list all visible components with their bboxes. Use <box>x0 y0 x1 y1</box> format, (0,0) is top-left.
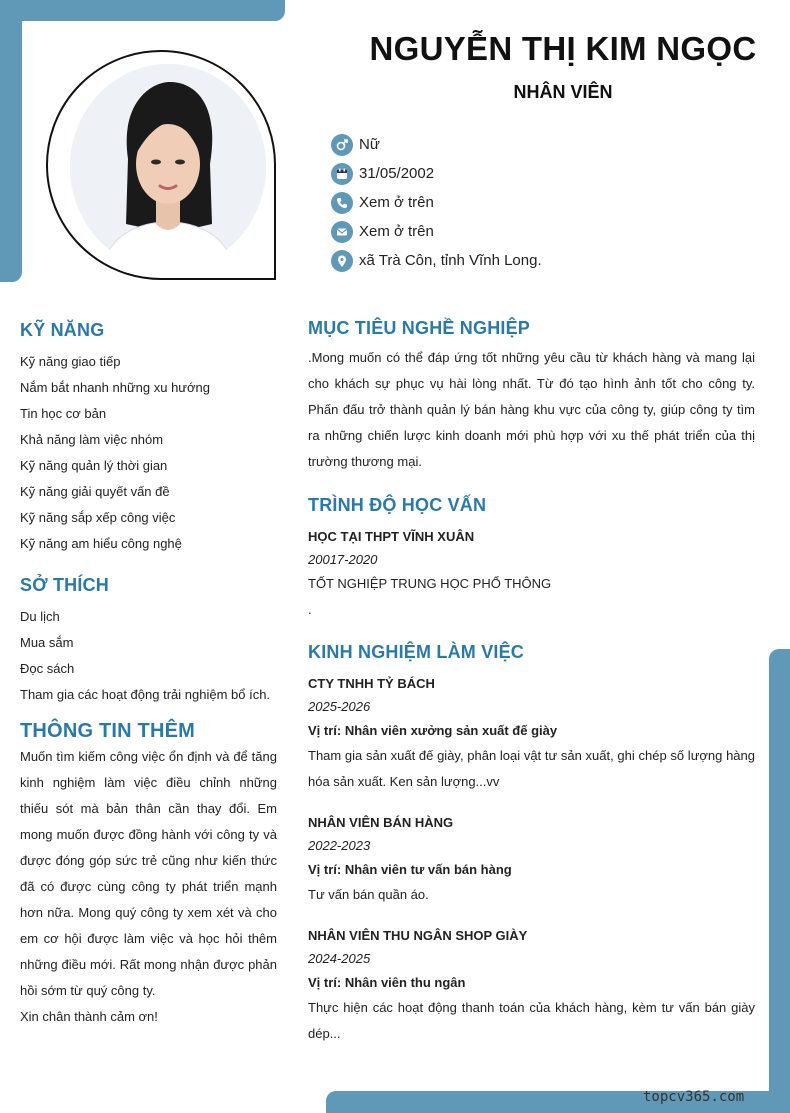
job-period: 2022-2023 <box>308 838 371 853</box>
contact-birthday-text: 31/05/2002 <box>359 165 435 182</box>
contact-gender-text: Nữ <box>359 136 380 153</box>
list-item: Khả năng làm việc nhóm <box>20 432 164 447</box>
contact-gender <box>331 130 542 159</box>
job-period: 2025-2026 <box>308 699 371 714</box>
education-heading: TRÌNH ĐỘ HỌC VẤN <box>308 495 487 515</box>
contact-phone-text: Xem ở trên <box>359 194 434 211</box>
job-period: 2024-2025 <box>308 951 371 966</box>
job-position: Vị trí: Nhân viên xưởng sản xuất đế giày <box>308 723 558 738</box>
job-description: Tư vấn bán quần áo. <box>308 887 429 902</box>
objective-heading: MỤC TIÊU NGHỀ NGHIỆP <box>308 318 531 338</box>
hobbies-list <box>20 604 280 708</box>
list-item: Kỹ năng giải quyết vấn đề <box>20 484 170 499</box>
profile-photo-frame <box>46 50 276 280</box>
list-item: Tham gia các hoạt động trải nghiệm bổ ích. <box>20 687 271 702</box>
list-item: Tin học cơ bản <box>20 406 107 421</box>
candidate-role: NHÂN VIÊN <box>513 82 613 102</box>
hobbies-heading: SỞ THÍCH <box>20 575 109 595</box>
job-company: NHÂN VIÊN THU NGÂN SHOP GIÀY <box>308 928 528 943</box>
job-company: CTY TNHH TỶ BÁCH <box>308 676 435 691</box>
phone-icon <box>331 192 353 214</box>
contact-email-text: Xem ở trên <box>359 223 434 240</box>
job-description: Thực hiện các hoạt động thanh toán của khách hàng, kèm tư vấn bán giày dép... <box>308 1000 755 1041</box>
job-position: Vị trí: Nhân viên thu ngân <box>308 975 466 990</box>
list-item: Kỹ năng am hiểu công nghệ <box>20 536 182 551</box>
mail-icon <box>331 221 353 243</box>
job-description: Tham gia sản xuất đế giày, phân loại vật tư sản xuất, ghi chép số lượng hàng hóa sản xuất. Ken sản lượng...vv <box>308 748 755 789</box>
gender-icon <box>331 134 353 156</box>
contact-email <box>331 217 542 246</box>
list-item: Kỹ năng sắp xếp công việc <box>20 510 176 525</box>
experience-heading: KINH NGHIỆM LÀM VIỆC <box>308 642 525 662</box>
profile-photo <box>70 64 266 270</box>
decor-bar-left <box>0 0 22 282</box>
contact-address <box>331 246 542 275</box>
candidate-name: NGUYỄN THỊ KIM NGỌC <box>369 30 757 67</box>
decor-bar-right <box>769 649 790 1113</box>
education-degree: TỐT NGHIỆP TRUNG HỌC PHỔ THÔNG <box>308 576 552 591</box>
job-company: NHÂN VIÊN BÁN HÀNG <box>308 815 454 830</box>
contact-info <box>331 130 542 275</box>
watermark: topcv365.com <box>643 1089 745 1105</box>
job-position: Vị trí: Nhân viên tư vấn bán hàng <box>308 862 512 877</box>
list-item: Mua sắm <box>20 635 74 650</box>
extra-info-text: Muốn tìm kiếm công việc ổn định và để tăng kinh nghiệm làm việc điều chỉnh những thiếu sót mà bản thân cần thay đổi. Em mong muốn được đồng hành với công ty và được đóng góp sức trẻ cũng như kiến thức đã có được cùng công ty phát triển mạnh hơn nữa. Mong quý công ty xem xét và cho em cơ hội được làm việc và học hỏi thêm những điều mới. Rất mong nhận được phản hồi sớm từ quý công ty. <box>20 749 277 998</box>
skills-list <box>20 349 280 557</box>
decor-bar-top <box>0 0 285 21</box>
list-item: Kỹ năng quản lý thời gian <box>20 458 168 473</box>
extra-info-closing: Xin chân thành cảm ơn! <box>20 1009 158 1024</box>
portrait-illustration <box>70 64 266 270</box>
contact-phone <box>331 188 542 217</box>
extra-info-heading: THÔNG TIN THÊM <box>20 720 196 742</box>
list-item: Nắm bắt nhanh những xu hướng <box>20 380 210 395</box>
education-school: HỌC TẠI THPT VĨNH XUÂN <box>308 529 475 544</box>
list-item: Đọc sách <box>20 661 75 676</box>
calendar-icon <box>331 163 353 185</box>
contact-birthday <box>331 159 542 188</box>
list-item: Kỹ năng giao tiếp <box>20 354 121 369</box>
objective-text: .Mong muốn có thể đáp ứng tốt những yêu cầu từ khách hàng và mang lại cho khách sự phục vụ hài lòng nhất. Từ đó tạo hình ảnh tốt cho công ty. Phấn đấu trở thành quản lý bán hàng khu vực của công ty, giúp công ty tìm ra những chiến lược kinh doanh mới phù hợp với xu thế phát triển của thị trường thương mại. <box>308 350 755 469</box>
location-pin-icon <box>331 250 353 272</box>
skills-heading: KỸ NĂNG <box>20 320 105 340</box>
education-note: . <box>308 602 312 617</box>
education-period: 20017-2020 <box>308 552 378 567</box>
contact-address-text: xã Trà Côn, tỉnh Vĩnh Long. <box>359 252 542 269</box>
list-item: Du lịch <box>20 609 60 624</box>
